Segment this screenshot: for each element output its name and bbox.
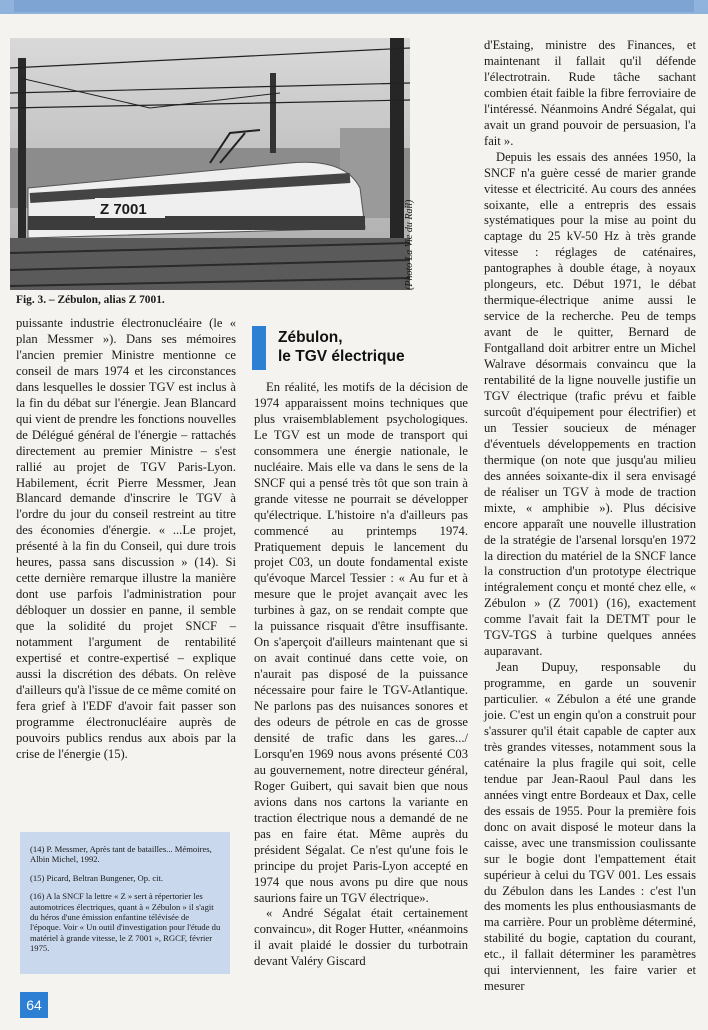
paragraph: puissante industrie électronucléaire (le « plan Messmer »). Dans ses mémoires l'ancien premier Ministre mentionne ce conseil de mars 1974 et les circonstances dans lesquelles le dossier TGV est inclus à la fin du débat sur l'énergie. Jean Blancard qui vient de prendre les fonctions nouvelles de Délégué général de l'énergie – rattachés directement au premier Ministre – s'est rallié au projet de TGV Paris-Lyon. Habilement, écrit Pierre Messmer, Jean Blancard demande d'inscrire le TGV à l'ordre du jour du conseil restreint au titre des économies d'énergie. « ...Le projet, présenté à la fin du Conseil, qui dure trois heures, passa sans discussion » (14). Si cette dernière remarque illustre la manière dont use parfois l'administration pour débloquer un dossier en panne, il semble que la solidité du projet SNCF – notamment l'argument de rentabilité expertisé et contre-expertisé – explique aussi la discrétion des débats. On relève d'ailleurs qu'à l'issue de ce même comité on fera grief à l'EDF d'avoir fait passer son programme électronucléaire auprès de pouvoirs publics rendus aux abois par la crise de l'énergie (15). bbox=[16, 316, 236, 761]
photo-credit: (Photo La Vie du Rail) bbox=[404, 199, 415, 290]
column-1 bbox=[16, 316, 236, 763]
footnote: (15) Picard, Beltran Bungener, Op. cit. bbox=[30, 872, 164, 883]
figure-caption: Fig. 3. – Zébulon, alias Z 7001. bbox=[16, 294, 165, 306]
column-3 bbox=[484, 38, 696, 995]
page-number: 64 bbox=[20, 992, 48, 1018]
footnote: (14) P. Messmer, Après tant de batailles... Mémoires, Albin Michel, 1992. bbox=[30, 844, 212, 865]
top-color-band bbox=[0, 0, 708, 14]
footnote: (16) A la SNCF la lettre « Z » sert à répertorier les automotrices électriques, quant à « Zébulon » il s'agit du héros d'une émission enfantine télévisée de l'époque. Voir « Un outil d'investigation pour l'étude du matériel à grande vitesse, le Z 7001 », RGCF, février 1975. bbox=[30, 891, 221, 954]
section-heading bbox=[252, 326, 468, 374]
paragraph: « André Ségalat était certainement convaincu», dit Roger Hutter, «néanmoins il avait plaidé le dossier du turbotrain devant Valéry Giscard bbox=[254, 906, 468, 969]
train-number-label: Z 7001 bbox=[100, 201, 147, 218]
heading-line-1: Zébulon, bbox=[278, 329, 343, 346]
heading-line-2: le TGV électrique bbox=[278, 348, 405, 365]
paragraph: Depuis les essais des années 1950, la SNCF n'a guère cessé de marier grande vitesse et électricité. Au cours des années soixante, elle a entrepris des essais systématiques pour la mise au point du captage du 25 kV-50 Hz à très grande vitesse : réglages de caténaires, pantographes à double étage, à noyaux plongeurs, etc. Début 1971, le débat thermique-électrique anime aussi le service de la recherche. Peu de temps avant de le quitter, Bernard de Fontgalland doit arbitrer entre un Michel Walrave désormais convaincu que la rentabilité de la ligne nouvelle justifie un TGV électrique (trafic prévu et faible surcoût d'équipement pour électrifier) et un Tessier soucieux de ménager d'éventuels développements en traction thermique (on note que jusqu'au milieu des années soixante-dix il sera envisagé de réaliser un TGV à mode de traction mixte, « amphibie »). Plus décisive encore apparaît une nouvelle illustration de la stratégie de l'arsenal lorsqu'en 1972 la direction du matériel de la SNCF lance la construction d'un prototype électrique intégralement conçu et monté chez elle, « Zébulon » (Z 7001) (16), exactement comme l'avait fait la DETMT pour le TGV-TGS à turbine quelques années auparavant. bbox=[484, 149, 696, 659]
footnotes-box bbox=[20, 832, 230, 974]
paragraph: Jean Dupuy, responsable du programme, en garde un souvenir particulier. « Zébulon a été une grande joie. C'est un engin qu'on a construit pour s'assurer qu'il était capable de capter aux très grandes vitesses, notamment sous la caténaire la plus fragile qui soit, celle tendue par Jean-Raoul Paul dans les années vingt entre Bordeaux et Dax, celle des essais de 1955. Pour la première fois donc on avait disposé le moteur dans la caisse, avec une transmission coulissante sur le bogie dont l'empattement était supérieur à celui du TGV 001. Les essais du Zébulon dans les Landes : c'est l'un des moments les plus enthousiasmants de ma carrière. Pour un problème déterminé, stabilité du bogie, captation du courant, etc., il fallait déterminer les paramètres qui interviennent, les faire varier et mesurer bbox=[484, 660, 696, 994]
paragraph: En réalité, les motifs de la décision de 1974 apparaissent moins techniques que plus vraisemblablement psychologiques. Le TGV est un mode de transport qui consommera une énergie nationale, le nucléaire. Mais elle va dans le sens de la SNCF qui a pensé très tôt que son train à grande vitesse ne pourrait se développer qu'électrique. L'histoire n'a d'ailleurs pas commencé au printemps 1974. Pratiquement depuis le lancement du projet C03, un doute fondamental existe qu'évoque Marcel Tessier : « Au fur et à mesure que le projet avançait avec les turbines à gaz, on se rendait compte que la puissance risquait d'être insuffisante. On s'aperçoit d'ailleurs maintenant que si on avait continué dans cette voie, on n'aurait pas disposé de la puissance nécessaire pour faire le TGV-Atlantique. Ne parlons pas des nuisances sonores et des odeurs de pétrole en cas de grosse densité de trafic dans les gares.../ Lorsqu'en 1969 nous avons présenté C03 au gouvernement, notre directeur général, Roger Guibert, qui savait bien que nous avions dans nos cartons la variante en traction électrique nous a demandé de ne pas en faire état. Même auprès du président Ségalat. Ce n'est qu'une fois le principe du projet Paris-Lyon accepté en 1974 que nous avons pu dire que nous saurions faire un TGV électrique». bbox=[254, 380, 468, 905]
column-2 bbox=[254, 380, 468, 970]
paragraph: d'Estaing, ministre des Finances, et maintenant il fallait qu'il défende l'électrotrain. Rude tâche sachant combien était faible la fibre ferroviaire de l'intéressé. Néanmoins André Ségalat, qui avait un grand pouvoir de persuasion, l'a fait ». bbox=[484, 38, 696, 148]
heading-accent-bar bbox=[252, 326, 266, 370]
train-photo bbox=[10, 38, 410, 290]
